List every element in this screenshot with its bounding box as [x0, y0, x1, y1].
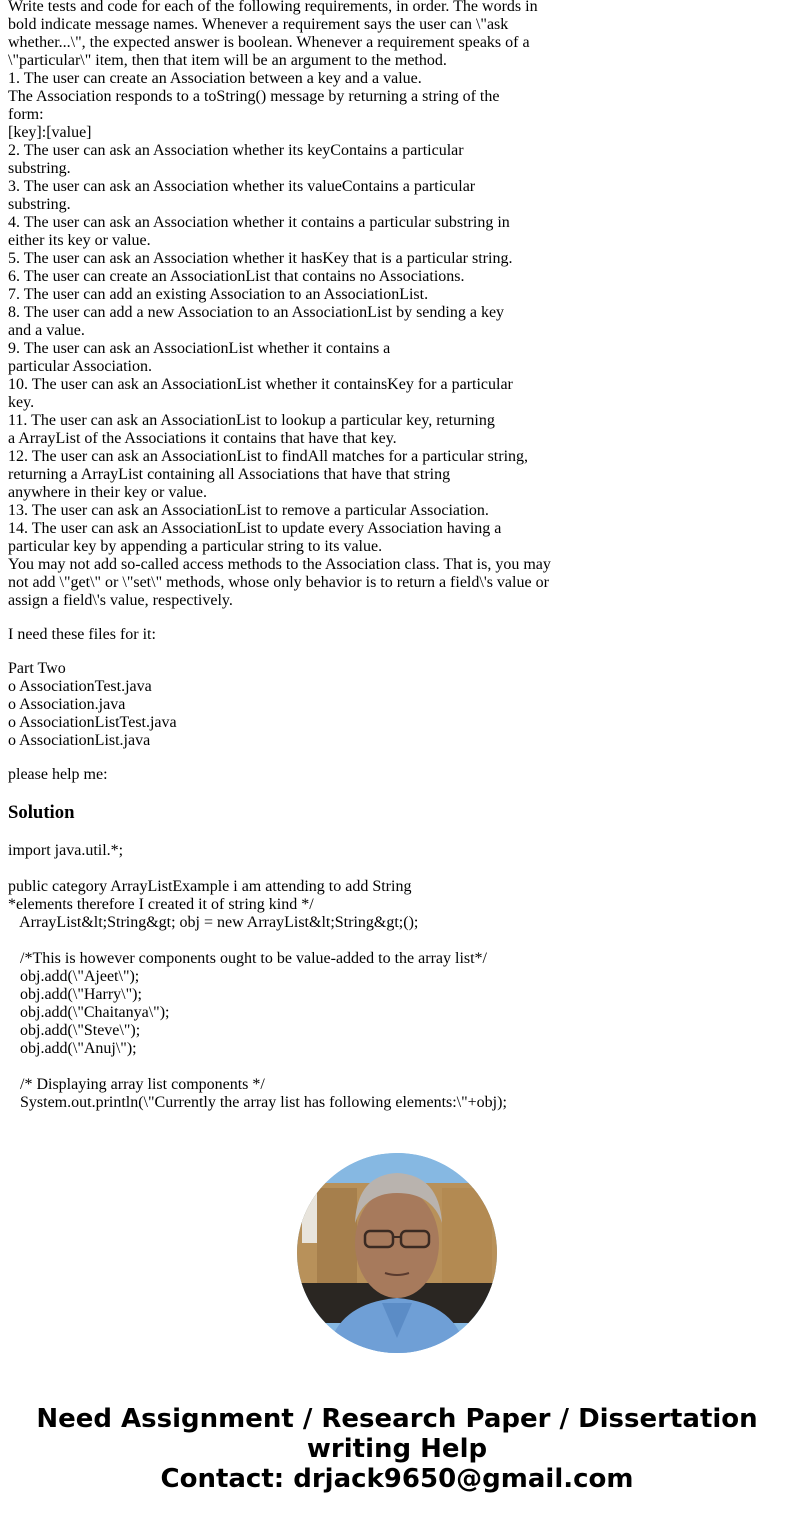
- text-line: assign a field\'s value, respectively.: [8, 592, 233, 609]
- code-line: obj.add(\"Steve\");: [8, 1022, 141, 1039]
- solution-code: [8, 842, 507, 1112]
- text-line: anywhere in their key or value.: [8, 484, 208, 501]
- file-item: o AssociationList.java: [8, 732, 151, 749]
- text-line: 4. The user can ask an Association whether it contains a particular substring in: [8, 214, 510, 231]
- question-body: [8, 0, 568, 784]
- portrait-photo-icon: [297, 1153, 497, 1353]
- text-line: 2. The user can ask an Association whether its keyContains a particular: [8, 142, 464, 159]
- solution-heading: Solution: [8, 802, 75, 823]
- text-line: particular Association.: [8, 358, 152, 375]
- code-line: obj.add(\"Ajeet\");: [8, 968, 140, 985]
- text-line: 8. The user can add a new Association to an AssociationList by sending a key: [8, 304, 505, 321]
- text-line: 5. The user can ask an Association whether it hasKey that is a particular string.: [8, 250, 513, 267]
- code-line: import java.util.*;: [8, 842, 124, 859]
- text-line: and a value.: [8, 322, 85, 339]
- author-avatar: [297, 1153, 497, 1353]
- code-line: [8, 860, 507, 878]
- text-line: form:: [8, 106, 44, 123]
- text-line: 1. The user can create an Association between a key and a value.: [8, 70, 422, 87]
- code-line: /* Displaying array list components */: [8, 1076, 265, 1093]
- text-line: not add \"get\" or \"set\" methods, whose only behavior is to return a field\'s value or: [8, 574, 549, 591]
- text-line: 9. The user can ask an AssociationList whether it contains a: [8, 340, 391, 357]
- text-line: The Association responds to a toString() message by returning a string of the: [8, 88, 500, 105]
- text-line: 3. The user can ask an Association whether its valueContains a particular: [8, 178, 476, 195]
- code-line: obj.add(\"Harry\");: [8, 986, 142, 1003]
- text-line: whether...\", the expected answer is boolean. Whenever a requirement speaks of a: [8, 34, 530, 51]
- text-line: 7. The user can add an existing Association to an AssociationList.: [8, 286, 429, 303]
- text-line: key.: [8, 394, 35, 411]
- text-line: a ArrayList of the Associations it contains that have that key.: [8, 430, 397, 447]
- text-line: [key]:[value]: [8, 124, 92, 141]
- text-line: substring.: [8, 196, 71, 213]
- code-line: ArrayList&lt;String&gt; obj = new ArrayList&lt;String&gt;();: [8, 914, 419, 931]
- text-line: Write tests and code for each of the following requirements, in order. The words in: [8, 0, 538, 15]
- code-line: obj.add(\"Anuj\");: [8, 1040, 137, 1057]
- text-line: particular key by appending a particular string to its value.: [8, 538, 383, 555]
- closing-text: please help me:: [8, 766, 108, 783]
- code-line: obj.add(\"Chaitanya\");: [8, 1004, 170, 1021]
- text-line: either its key or value.: [8, 232, 151, 249]
- file-item: o AssociationTest.java: [8, 678, 152, 695]
- code-line: [8, 1058, 507, 1076]
- text-line: substring.: [8, 160, 71, 177]
- code-line: *elements therefore I created it of string kind */: [8, 896, 314, 913]
- text-line: 12. The user can ask an AssociationList to findAll matches for a particular string,: [8, 448, 529, 465]
- text-line: returning a ArrayList containing all Associations that have that string: [8, 466, 451, 483]
- text-line: 10. The user can ask an AssociationList whether it containsKey for a particular: [8, 376, 513, 393]
- requirements-text: [8, 0, 568, 610]
- file-list: [8, 660, 568, 750]
- promo-banner: [0, 1404, 794, 1494]
- promo-contact: Contact: drjack9650@gmail.com: [160, 1464, 634, 1494]
- file-item: o AssociationListTest.java: [8, 714, 177, 731]
- text-line: You may not add so-called access methods to the Association class. That is, you may: [8, 556, 551, 573]
- code-line: public category ArrayListExample i am attending to add String: [8, 878, 412, 895]
- file-item: o Association.java: [8, 696, 126, 713]
- text-line: 6. The user can create an AssociationList that contains no Associations.: [8, 268, 465, 285]
- text-line: 13. The user can ask an AssociationList to remove a particular Association.: [8, 502, 489, 519]
- promo-line-2: writing Help: [306, 1434, 488, 1464]
- text-line: 11. The user can ask an AssociationList to lookup a particular key, returning: [8, 412, 495, 429]
- text-line: bold indicate message names. Whenever a requirement says the user can \"ask: [8, 16, 509, 33]
- text-line: 14. The user can ask an AssociationList to update every Association having a: [8, 520, 502, 537]
- files-intro: I need these files for it:: [8, 626, 156, 643]
- text-line: \"particular\" item, then that item will be an argument to the method.: [8, 52, 447, 69]
- code-line: System.out.println(\"Currently the array list has following elements:\"+obj);: [8, 1094, 507, 1111]
- code-line: /*This is however components ought to be value-added to the array list*/: [8, 950, 487, 967]
- part-title: Part Two: [8, 660, 66, 677]
- promo-line-1: Need Assignment / Research Paper / Dissertation: [36, 1404, 758, 1434]
- code-line: [8, 932, 507, 950]
